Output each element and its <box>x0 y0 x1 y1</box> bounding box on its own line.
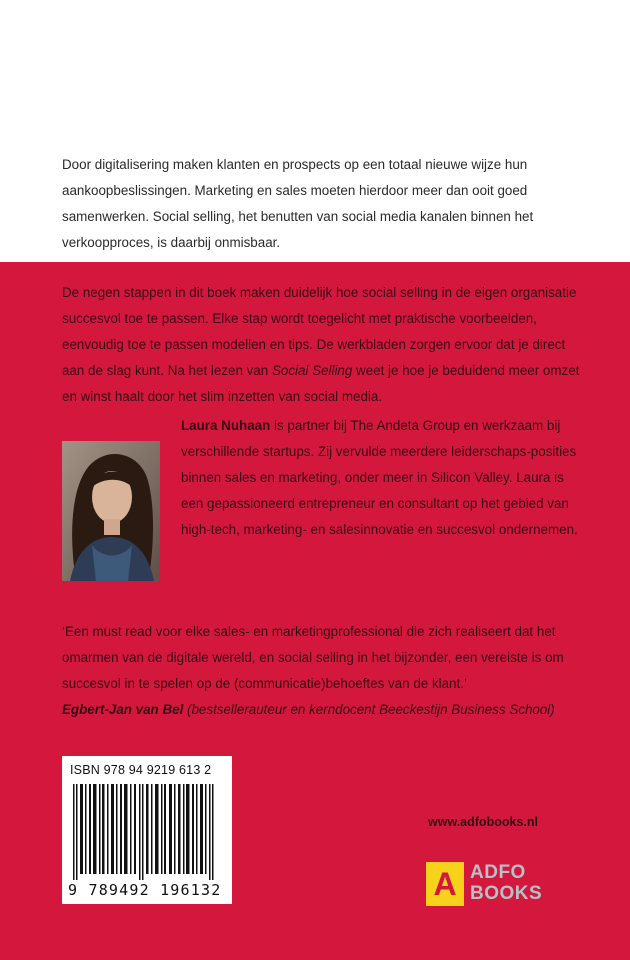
barcode-box <box>62 756 232 904</box>
steps-text-after: weet je hoe je beduidend meer omzet en winst haalt door het slim inzetten van social media. <box>62 363 580 404</box>
author-name: Laura Nuhaan <box>181 418 271 433</box>
ean-number: 9 789492 196132 <box>68 881 222 899</box>
quote-text: ‘Een must read voor elke sales- en marketingprofessional die zich realiseert dat het omarmen van de digitale wereld, en social selling in het bijzonder, een vereiste is om succesvol in te spelen op de (communicatie)behoeftes van de klant.’ <box>62 624 564 691</box>
quote-author: Egbert-Jan van Bel <box>62 702 184 717</box>
author-photo <box>62 441 160 581</box>
logo-letter-block: A <box>426 862 464 906</box>
quote-author-role: (bestsellerauteur en kerndocent Beeckestijn Business School) <box>183 702 555 717</box>
publisher-logo <box>426 862 566 906</box>
publisher-website[interactable]: www.adfobooks.nl <box>428 815 538 829</box>
steps-text-before: De negen stappen in dit boek maken duidelijk hoe social selling in de eigen organisatie succesvol toe te passen. Elke stap wordt toegelicht met praktische voorbeelden, eenvoudig toe te passen modellen en tips. De werkbladen zorgen ervoor dat je direct aan de slag kunt. Na het lezen van <box>62 285 577 378</box>
quote-attribution <box>62 697 582 723</box>
author-portrait-image <box>62 441 160 581</box>
endorsement-quote <box>62 619 582 723</box>
author-bio <box>181 413 586 543</box>
steps-paragraph <box>62 280 582 410</box>
intro-paragraph: Door digitalisering maken klanten en prospects op een totaal nieuwe wijze hun aankoopbeslissingen. Marketing en sales moeten hierdoor meer dan ooit goed samenwerken. Social selling, het benutten van social media kanalen binnen het verkoopproces, is daarbij onmisbaar. <box>62 157 534 250</box>
book-title-inline: Social Selling <box>271 363 353 378</box>
barcode-bars <box>71 784 223 880</box>
author-bio-text: is partner bij The Andeta Group en werkzaam bij verschillende startups. Zij vervulde meerdere leiderschaps-posities binnen sales en marketing, onder meer in Silicon Valley. Laura is een gepassioneerd entrepreneur en consultant op het gebied van high-tech, marketing- en salesinnovatie en succesvol ondernemen. <box>181 418 578 537</box>
isbn-label: ISBN 978 94 9219 613 2 <box>70 763 212 777</box>
logo-text-line1: ADFO <box>470 862 526 883</box>
logo-text-line2: BOOKS <box>470 883 543 904</box>
